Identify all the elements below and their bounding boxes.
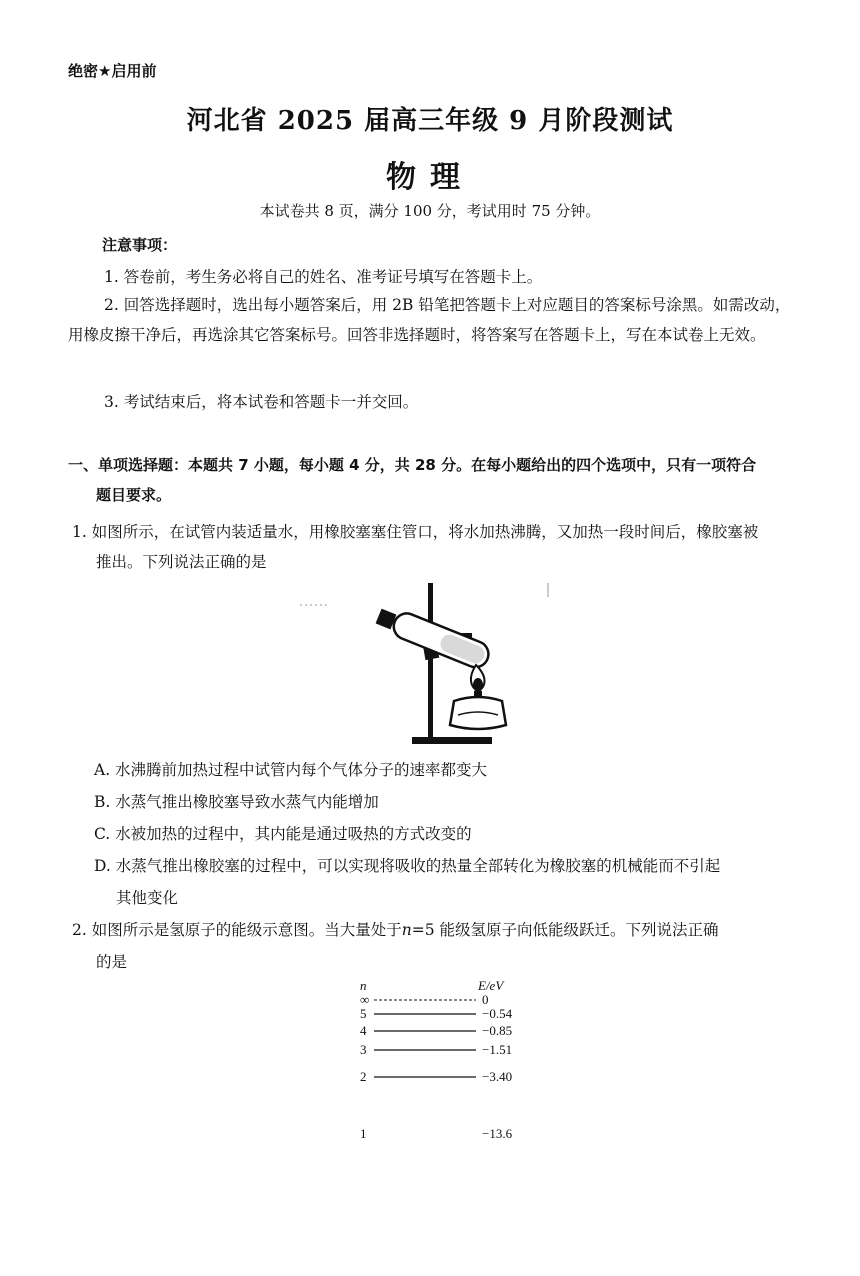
level-e-5: −0.54 <box>482 1006 513 1021</box>
level-n-2: 2 <box>360 1069 367 1084</box>
level-e-3: −1.51 <box>482 1042 513 1057</box>
level-e-4: −0.85 <box>482 1023 513 1038</box>
level-e-inf: 0 <box>482 992 489 1007</box>
test-tube-apparatus-figure <box>300 575 560 747</box>
question-2-var: n <box>401 921 412 939</box>
subject-title: 物理 <box>386 160 474 195</box>
energy-level-diagram <box>352 978 532 1138</box>
question-1-line2: 推出。下列说法正确的是 <box>96 553 267 571</box>
level-n-3: 3 <box>360 1042 367 1057</box>
secret-mark: 绝密★启用前 <box>68 62 157 80</box>
q1-option-d <box>94 850 806 914</box>
exam-summary: 本试卷共 8 页，满分 100 分，考试用时 75 分钟。 <box>259 202 601 220</box>
question-1-stem <box>72 517 812 577</box>
level-n-1: 1 <box>360 1126 367 1138</box>
question-2-line2: 的是 <box>96 953 128 971</box>
q1-option-a: A. 水沸腾前加热过程中试管内每个气体分子的速率都变大 <box>94 761 488 779</box>
test-tube <box>390 610 492 672</box>
stand-base <box>412 737 492 744</box>
notice-item-1: 1. 答卷前，考生务必将自己的姓名、准考证号填写在答题卡上。 <box>104 268 543 286</box>
q1-option-d-line1: D. 水蒸气推出橡胶塞的过程中，可以实现将吸收的热量全部转化为橡胶塞的机械能而不引起 <box>94 857 721 875</box>
level-n-4: 4 <box>360 1023 367 1038</box>
section-heading <box>68 450 804 510</box>
e-header-text: E/eV <box>478 978 504 993</box>
level-e-1: −13.6 <box>482 1126 513 1138</box>
level-e-2: −3.40 <box>482 1069 513 1084</box>
section-heading-line2: 题目要求。 <box>96 486 172 504</box>
exam-title: 河北省 2025 届高三年级 9 月阶段测试 <box>186 106 674 136</box>
q1-option-d-line2: 其他变化 <box>116 889 179 907</box>
alcohol-lamp <box>450 697 506 729</box>
q1-option-b: B. 水蒸气推出橡胶塞导致水蒸气内能增加 <box>94 793 379 811</box>
q1-option-c: C. 水被加热的过程中，其内能是通过吸热的方式改变的 <box>94 825 472 843</box>
section-heading-line1: 一、单项选择题：本题共 7 小题，每小题 4 分，共 28 分。在每小题给出的四个选项中，只有一项符合 <box>68 456 757 474</box>
question-1-line1: 1. 如图所示，在试管内装适量水，用橡胶塞塞住管口，将水加热沸腾，又加热一段时间后，橡胶塞被 <box>72 523 759 541</box>
level-n-inf: ∞ <box>360 992 370 1007</box>
question-2-line1-pre: 2. 如图所示是氢原子的能级示意图。当大量处于 <box>72 921 402 939</box>
notice-item-2: 2. 回答选择题时，选出每小题答案后，用 2B 铅笔把答题卡上对应题目的答案标号涂黑。如需改动，用橡皮擦干净后，再选涂其它答案标号。回答非选择题时，将答案写在答题卡上，写在本试卷上无效。 <box>68 296 791 344</box>
notice-heading: 注意事项： <box>102 236 178 254</box>
e-header <box>477 978 505 993</box>
question-2-stem <box>72 914 812 978</box>
question-2-line1-post: =5 能级氢原子向低能级跃迁。下列说法正确 <box>411 921 719 939</box>
flame-core <box>473 678 483 692</box>
stand-rod <box>428 583 433 743</box>
level-n-5: 5 <box>360 1006 367 1021</box>
notice-item-3: 3. 考试结束后，将本试卷和答题卡一并交回。 <box>104 393 419 411</box>
n-header: n <box>360 978 367 993</box>
